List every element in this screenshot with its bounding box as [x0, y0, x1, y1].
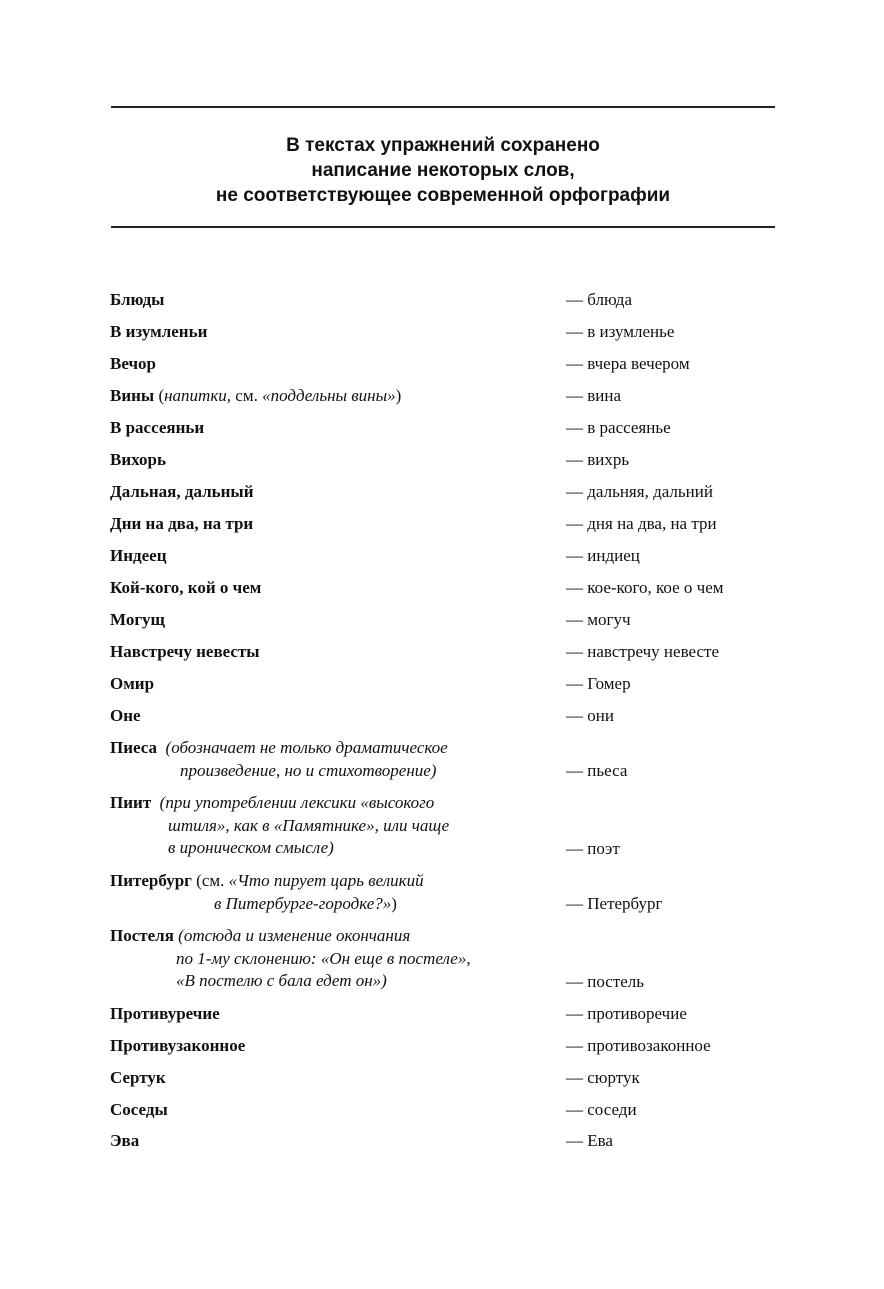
- note-italic: напитки,: [164, 386, 232, 405]
- modern-form: — сюртук: [566, 1068, 640, 1087]
- headword: Соседы: [110, 1100, 168, 1119]
- modern-form: — вчера вечером: [566, 354, 690, 373]
- modern-form: — противозаконное: [566, 1036, 711, 1055]
- headword: Оне: [110, 706, 141, 725]
- modern-form: — поэт: [566, 839, 620, 858]
- modern-form: — в рассеянье: [566, 418, 671, 437]
- modern-form: — блюда: [566, 290, 632, 309]
- modern-form: — противоречие: [566, 1004, 687, 1023]
- heading-bottom-rule: [111, 226, 775, 228]
- note-line: по 1-му склонению: «Он еще в постеле»,: [176, 948, 471, 968]
- headword: Противуречие: [110, 1004, 220, 1023]
- modern-form: — пьеса: [566, 761, 628, 780]
- heading-line-1: В текстах упражнений сохранено: [286, 135, 600, 156]
- headword: Питербург: [110, 871, 192, 890]
- note-plain: (см.: [191, 871, 229, 890]
- heading-line-3: не соответствующее современной орфографии: [215, 185, 671, 206]
- modern-form: — Петербург: [566, 894, 663, 913]
- modern-form: — вихрь: [566, 450, 630, 469]
- headword: Омир: [110, 674, 155, 693]
- note-line: (обозначает не только драматическое: [165, 738, 448, 757]
- heading-line-2: написание некоторых слов,: [311, 160, 575, 181]
- headword: Вечор: [110, 354, 157, 373]
- modern-form: — навстречу невесте: [566, 642, 719, 661]
- note-close: ): [395, 386, 402, 405]
- headword: Вихорь: [110, 450, 166, 469]
- modern-form: — кое-кого, кое о чем: [566, 578, 724, 597]
- modern-form: — Гомер: [566, 674, 631, 693]
- headword: Пиеса: [110, 738, 158, 757]
- note-line: (отсюда и изменение окончания: [178, 926, 411, 945]
- note-open: (: [154, 386, 165, 405]
- headword: Дальная, дальный: [110, 482, 254, 501]
- note-line: в Питербурге-городке?»: [214, 893, 392, 913]
- headword: Эва: [110, 1131, 140, 1150]
- modern-form: — они: [566, 706, 614, 725]
- page-heading: [111, 133, 775, 208]
- top-rule: [111, 106, 775, 108]
- headword: Могущ: [110, 610, 165, 629]
- headword: Блюды: [110, 290, 165, 309]
- headword: В рассеяньи: [110, 418, 205, 437]
- note-plain: см.: [231, 386, 263, 405]
- modern-form: — постель: [566, 972, 645, 991]
- note-line: (при употреблении лексики «высокого: [159, 793, 435, 812]
- modern-form: — Ева: [566, 1131, 613, 1150]
- headword: Навстречу невесты: [110, 642, 260, 661]
- headword: Индеец: [110, 546, 167, 565]
- modern-form: — дальняя, дальний: [566, 482, 713, 501]
- modern-form: — дня на два, на три: [566, 514, 717, 533]
- note-line: произведение, но и стихотворение): [180, 760, 437, 780]
- modern-form: — могуч: [566, 610, 631, 629]
- note-line: «В постелю с бала едет он»): [176, 971, 387, 990]
- modern-form: — в изумленье: [566, 322, 675, 341]
- headword: Дни на два, на три: [110, 514, 254, 533]
- modern-form: — соседи: [566, 1100, 637, 1119]
- headword: Пиит: [110, 793, 152, 812]
- note-close: ): [391, 893, 397, 913]
- modern-form: — вина: [566, 386, 622, 405]
- modern-form: — индиец: [566, 546, 640, 565]
- headword: Кой-кого, кой о чем: [110, 578, 262, 597]
- note-line: штиля», как в «Памятнике», или чаще: [168, 815, 450, 835]
- headword: Сертук: [110, 1068, 166, 1087]
- note-line: в ироническом смысле): [168, 838, 334, 857]
- headword: Постеля: [110, 926, 174, 945]
- note-line: «Что пирует царь великий: [228, 871, 424, 890]
- headword: В изумленьи: [110, 322, 208, 341]
- headword: Противузаконное: [110, 1036, 246, 1055]
- headword: Вины: [110, 386, 155, 405]
- note-quote: «поддельны вины»: [262, 386, 396, 405]
